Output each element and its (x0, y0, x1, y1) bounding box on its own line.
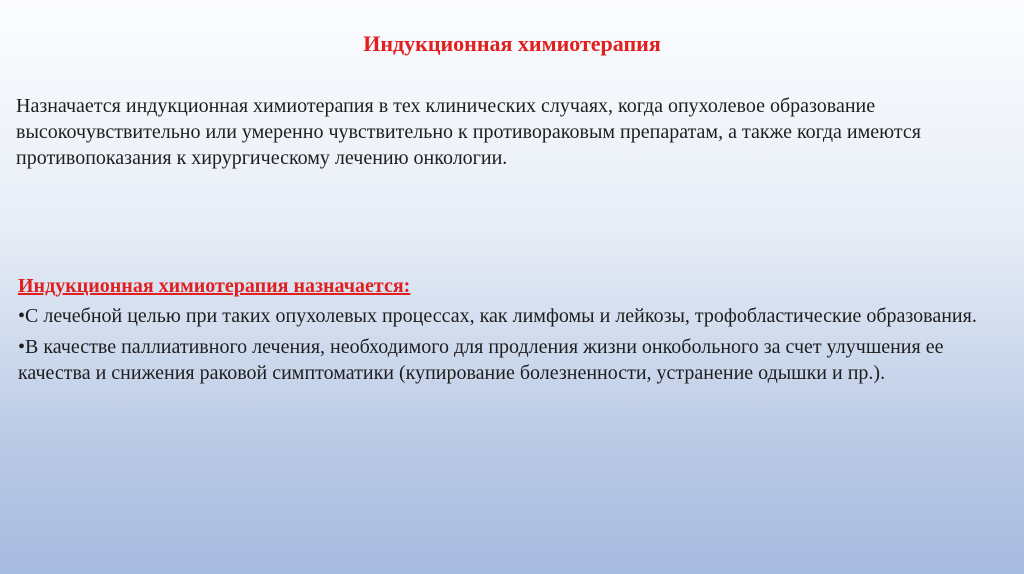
intro-paragraph: Назначается индукционная химиотерапия в тех клинических случаях, когда опухолевое образование высокочувствительно или умеренно чувствительно к противораковым препаратам, а также когда имеются противопоказания к хирургическому лечению онкологии. (16, 95, 921, 169)
indications-list (18, 303, 1008, 386)
indications-section (18, 273, 1008, 386)
slide-title: Индукционная химиотерапия (363, 31, 661, 56)
list-item-palliative: •В качестве паллиативного лечения, необходимого для продления жизни онкобольного за счет улучшения ее качества и снижения раковой симптоматики (купирование болезненности, устранение одышки и пр.). (18, 336, 944, 384)
section-heading: Индукционная химиотерапия назначается: (18, 275, 411, 297)
list-item-curative: •С лечебной целью при таких опухолевых процессах, как лимфомы и лейкозы, трофобластические образования. (18, 305, 977, 327)
